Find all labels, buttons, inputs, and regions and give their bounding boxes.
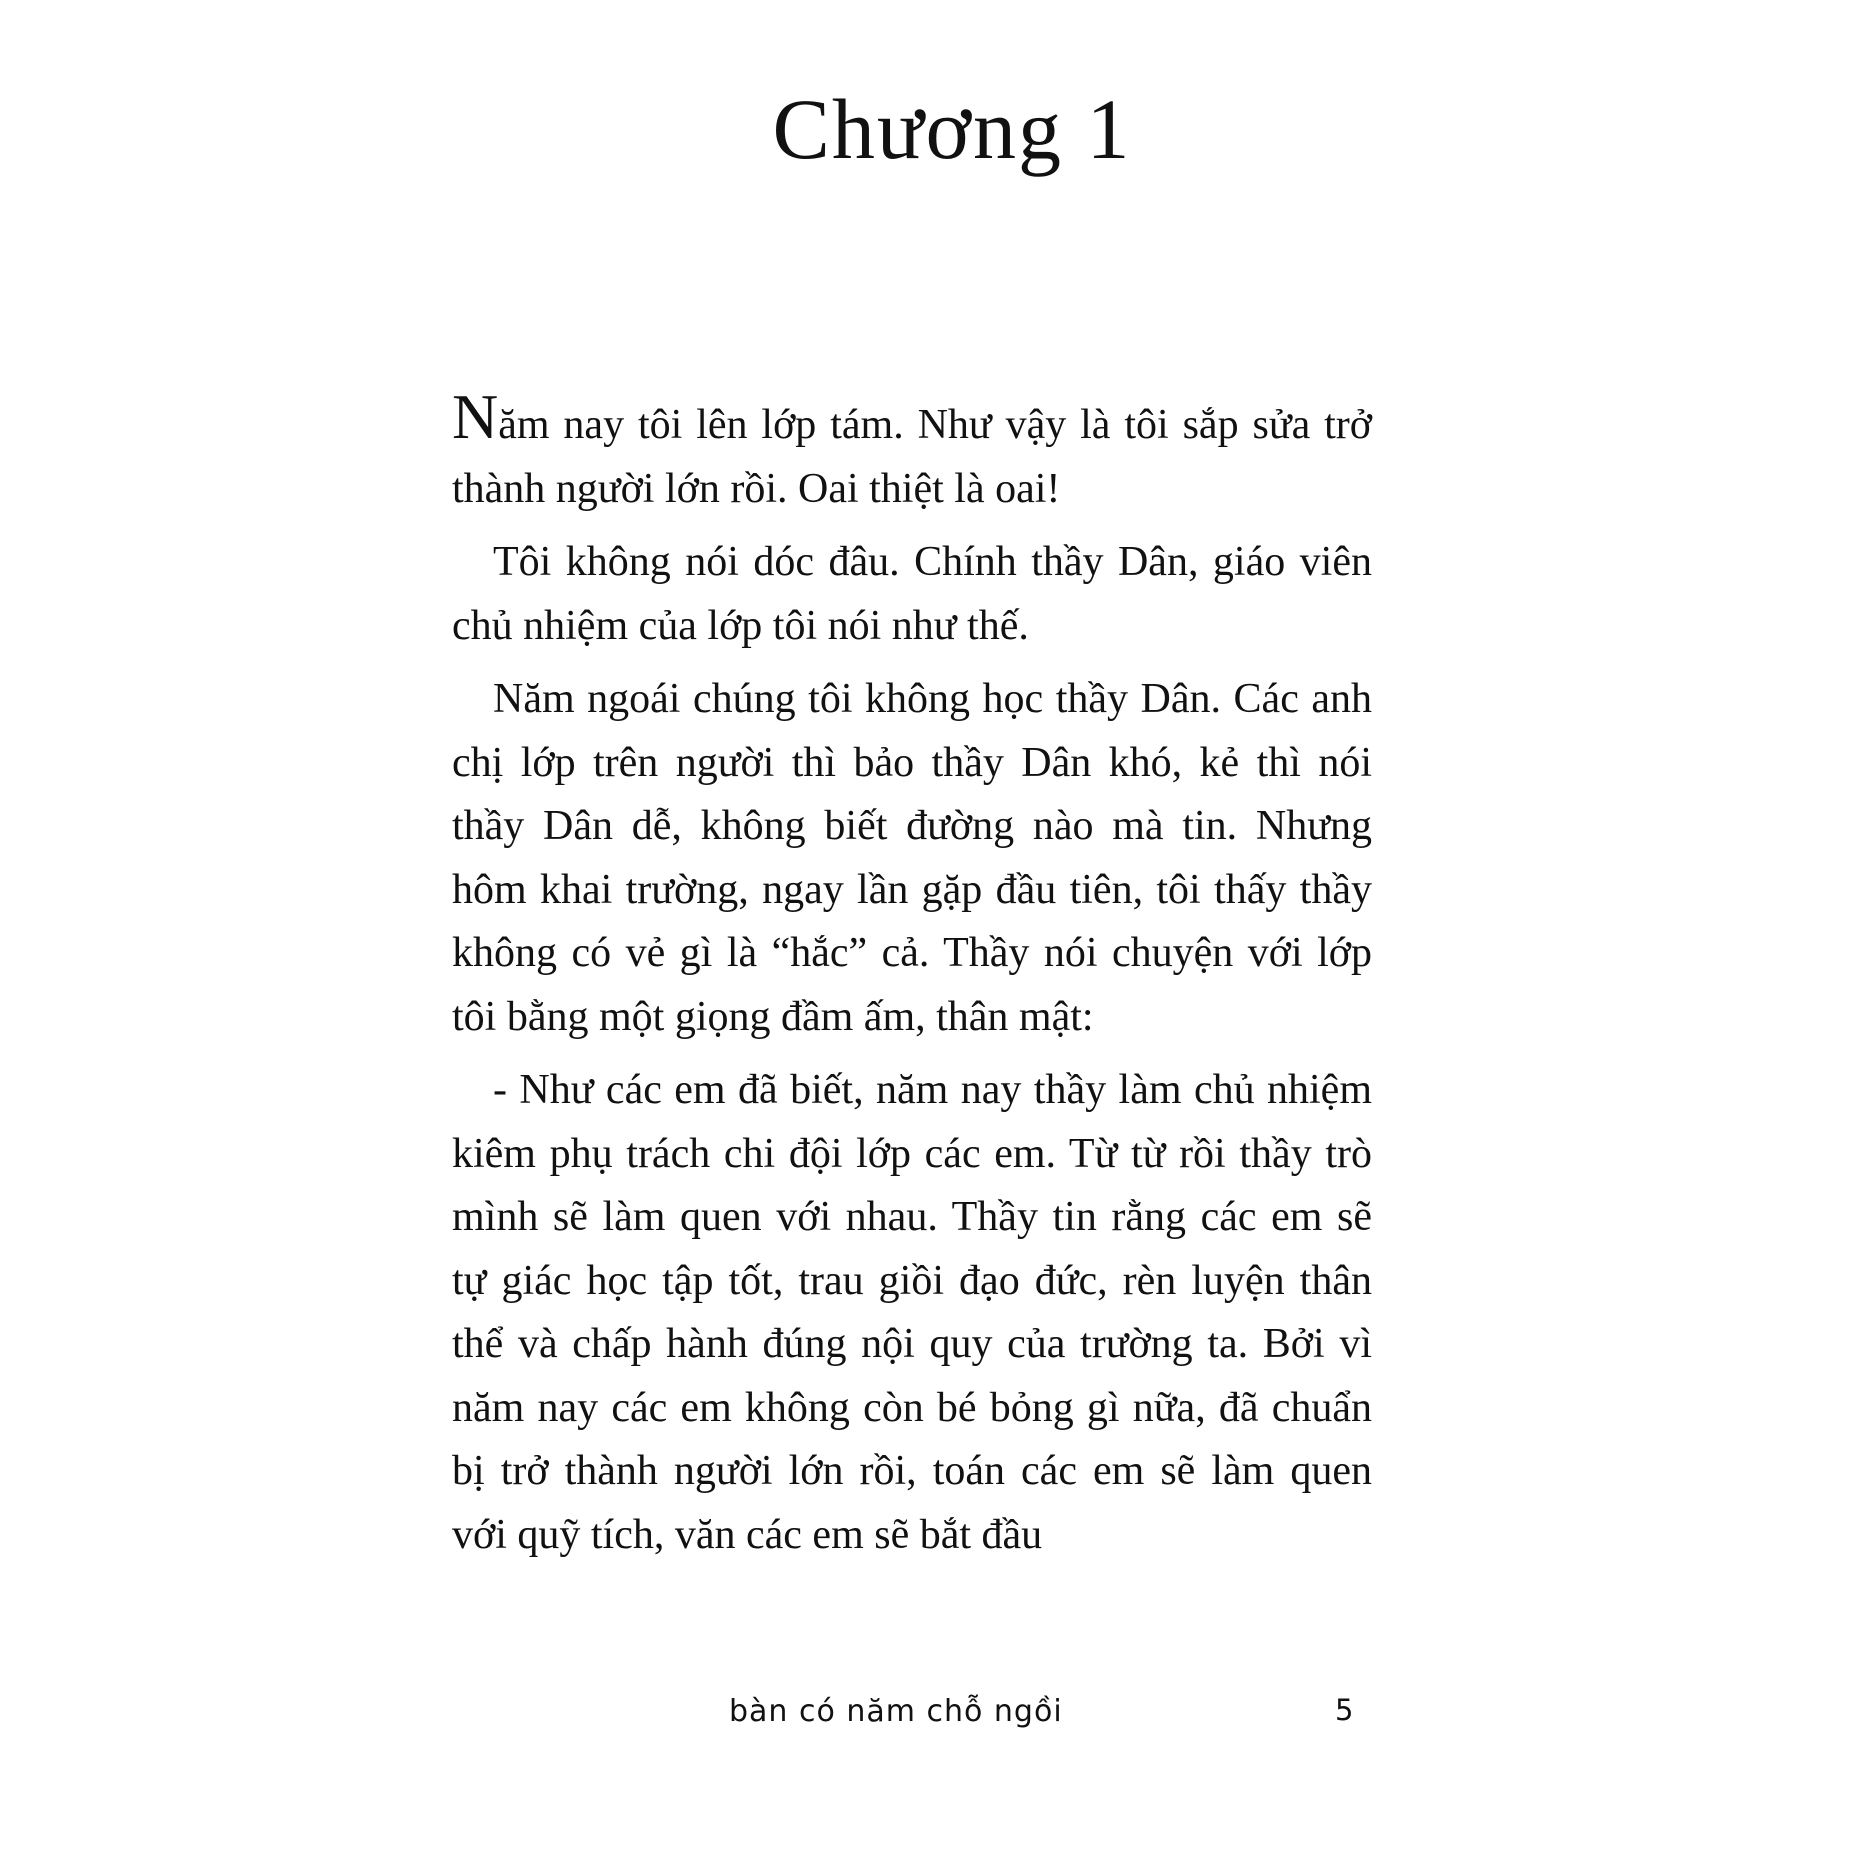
page-number: 5 bbox=[1335, 1693, 1354, 1727]
body-text bbox=[452, 381, 1372, 1577]
paragraph-3: Năm ngoái chúng tôi không học thầy Dân. Các anh chị lớp trên người thì bảo thầy Dân khó, kẻ thì nói thầy Dân dễ, không biết đường nào mà tin. Nhưng hôm khai trường, ngay lần gặp đầu tiên, tôi thấy thầy không có vẻ gì là “hắc” cả. Thầy nói chuyện với lớp tôi bằng một giọng đầm ấm, thân mật: bbox=[452, 676, 1372, 1040]
paragraph-1-text: ăm nay tôi lên lớp tám. Như vậy là tôi sắp sửa trở thành người lớn rồi. Oai thiệt là oai! bbox=[452, 402, 1372, 512]
drop-cap: N bbox=[452, 381, 499, 452]
chapter-title: Chương 1 bbox=[772, 81, 1132, 177]
running-footer-title: bàn có năm chỗ ngồi bbox=[729, 1694, 1063, 1729]
paragraph-4: - Như các em đã biết, năm nay thầy làm chủ nhiệm kiêm phụ trách chi đội lớp các em. Từ từ rồi thầy trò mình sẽ làm quen với nhau. Thầy tin rằng các em sẽ tự giác học tập tốt, trau giồi đạo đức, rèn luyện thân thể và chấp hành đúng nội quy của trường ta. Bởi vì năm nay các em không còn bé bỏng gì nữa, đã chuẩn bị trở thành người lớn rồi, toán các em sẽ làm quen với quỹ tích, văn các em sẽ bắt đầu bbox=[452, 1067, 1372, 1558]
paragraph-1 bbox=[452, 381, 1372, 521]
paragraph-2: Tôi không nói dóc đâu. Chính thầy Dân, giáo viên chủ nhiệm của lớp tôi nói như thế. bbox=[452, 539, 1372, 649]
